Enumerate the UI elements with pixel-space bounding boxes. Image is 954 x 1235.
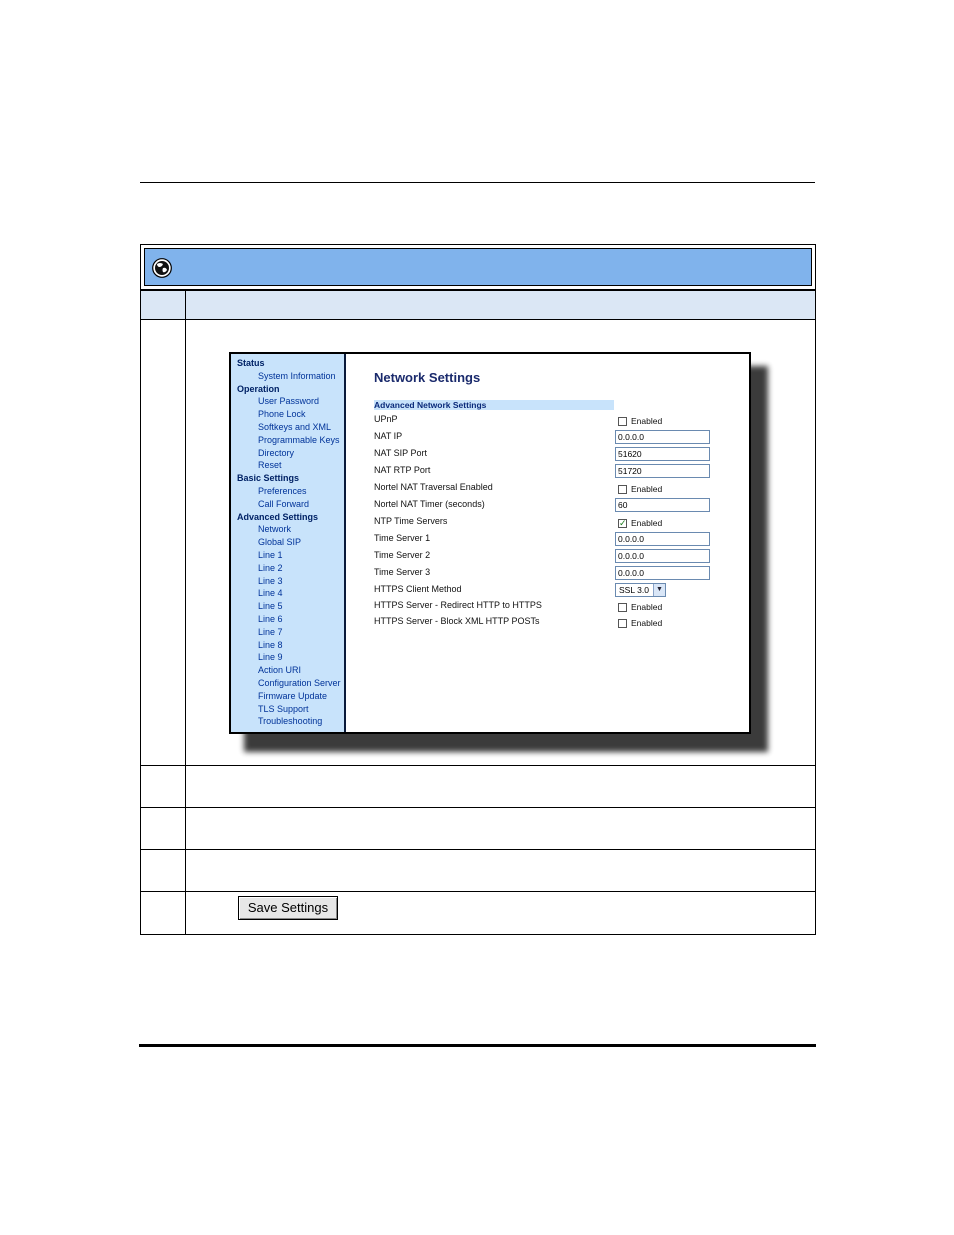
sidebar-item-line-2[interactable]: Line 2 [258, 562, 283, 573]
label-time-server-2: Time Server 2 [374, 550, 431, 560]
sidebar-item-user-password[interactable]: User Password [258, 396, 320, 407]
label-nat-ip: NAT IP [374, 431, 403, 441]
nortel-nat-timer-seconds-input[interactable]: 60 [615, 498, 710, 512]
label-upnp: UPnP [374, 414, 398, 424]
sidebar-item-call-forward[interactable]: Call Forward [258, 498, 310, 509]
label-nat-sip-port: NAT SIP Port [374, 448, 428, 458]
banner-frame [140, 244, 816, 290]
sidebar-item-programmable-keys[interactable]: Programmable Keys [258, 434, 340, 445]
label-time-server-1: Time Server 1 [374, 533, 431, 543]
ntp-time-servers-enabled-label: Enabled [631, 518, 663, 528]
https-server-redirect-http-to-https-checkbox[interactable] [618, 603, 627, 612]
sidebar-item-line-6[interactable]: Line 6 [258, 614, 283, 624]
nortel-nat-traversal-enabled-checkbox[interactable] [618, 485, 627, 494]
label-https-server-redirect-http-to-https: HTTPS Server - Redirect HTTP to HTTPS [374, 600, 542, 610]
checkmark-icon: ✓ [619, 518, 627, 528]
header-row [141, 291, 815, 320]
row-divider [141, 807, 815, 808]
row-divider [141, 849, 815, 850]
sidebar-header-status[interactable]: Status [237, 358, 265, 368]
https-server-block-xml-http-posts-enabled-label: Enabled [631, 618, 663, 628]
sidebar-header-advanced-settings[interactable]: Advanced Settings [237, 511, 319, 522]
bottom-rule [139, 1044, 816, 1047]
nat-rtp-port-input[interactable]: 51720 [615, 464, 710, 478]
upnp-enabled-label: Enabled [631, 416, 663, 426]
ntp-time-servers-checkbox[interactable] [618, 519, 627, 528]
chevron-down-icon[interactable]: ▼ [653, 584, 665, 596]
upnp-checkbox[interactable] [618, 417, 627, 426]
sidebar-item-system-information[interactable]: System Information [258, 370, 336, 381]
sidebar-item-phone-lock[interactable]: Phone Lock [258, 409, 306, 420]
sidebar-item-preferences[interactable]: Preferences [258, 486, 307, 496]
nat-sip-port-input[interactable]: 51620 [615, 447, 710, 461]
sidebar-item-firmware-update[interactable]: Firmware Update [258, 690, 328, 701]
https-server-redirect-http-to-https-enabled-label: Enabled [631, 602, 663, 612]
sidebar-item-line-9[interactable]: Line 9 [258, 652, 283, 663]
sidebar-item-line-3[interactable]: Line 3 [258, 575, 283, 586]
sidebar-item-line-7[interactable]: Line 7 [258, 626, 283, 637]
sidebar-item-line-4[interactable]: Line 4 [258, 588, 283, 599]
sidebar-item-tls-support[interactable]: TLS Support [258, 703, 309, 714]
sidebar-item-directory[interactable]: Directory [258, 447, 295, 458]
sidebar-item-troubleshooting[interactable]: Troubleshooting [258, 716, 323, 727]
section-title: Advanced Network Settings [374, 400, 487, 410]
sidebar-item-line-8[interactable]: Line 8 [258, 639, 283, 650]
row-divider [141, 891, 815, 892]
column-divider [185, 291, 186, 934]
sidebar-header-basic-settings[interactable]: Basic Settings [237, 473, 300, 484]
sidebar-item-action-uri[interactable]: Action URI [258, 665, 302, 676]
label-nortel-nat-timer-seconds: Nortel NAT Timer (seconds) [374, 499, 485, 509]
banner [144, 248, 812, 286]
row-divider [141, 765, 815, 766]
nortel-nat-traversal-enabled-enabled-label: Enabled [631, 484, 663, 494]
select-value: SSL 3.0 [619, 585, 649, 595]
label-time-server-3: Time Server 3 [374, 567, 431, 577]
label-nortel-nat-traversal-enabled: Nortel NAT Traversal Enabled [374, 482, 493, 492]
https-client-method-select[interactable] [615, 583, 666, 597]
time-server-2-input[interactable]: 0.0.0.0 [615, 549, 710, 563]
web-ui-screenshot [229, 352, 751, 734]
sidebar-header-operation[interactable]: Operation [237, 383, 280, 394]
sidebar-item-configuration-server[interactable]: Configuration Server [258, 678, 341, 688]
time-server-1-input[interactable]: 0.0.0.0 [615, 532, 710, 546]
page-title: Network Settings [374, 370, 481, 385]
sidebar-item-network[interactable]: Network [258, 524, 292, 535]
sidebar-item-line-5[interactable]: Line 5 [258, 601, 283, 612]
nat-ip-input[interactable]: 0.0.0.0 [615, 430, 710, 444]
label-nat-rtp-port: NAT RTP Port [374, 465, 431, 475]
globe-icon [152, 258, 172, 278]
sidebar-item-reset[interactable]: Reset [258, 460, 282, 471]
https-server-block-xml-http-posts-checkbox[interactable] [618, 619, 627, 628]
sidebar-item-line-1[interactable]: Line 1 [258, 550, 283, 560]
label-ntp-time-servers: NTP Time Servers [374, 516, 448, 526]
time-server-3-input[interactable]: 0.0.0.0 [615, 566, 710, 580]
label-https-server-block-xml-http-posts: HTTPS Server - Block XML HTTP POSTs [374, 616, 540, 626]
save-settings-button[interactable]: Save Settings [238, 896, 338, 920]
label-https-client-method: HTTPS Client Method [374, 584, 462, 594]
sidebar-item-global-sip[interactable]: Global SIP [258, 537, 302, 548]
network-settings-panel [348, 354, 749, 732]
sidebar [231, 354, 346, 732]
sidebar-item-softkeys-and-xml[interactable]: Softkeys and XML [258, 422, 332, 432]
top-rule [140, 182, 815, 183]
